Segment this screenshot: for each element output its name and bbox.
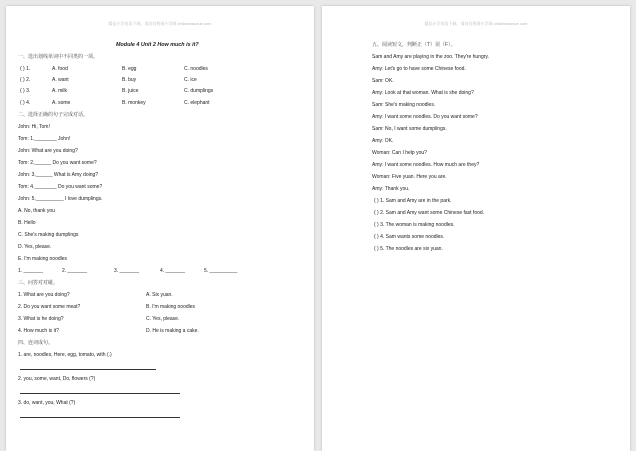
option-c: C. ice (184, 77, 197, 83)
question-number: ( ) 2. (20, 77, 31, 83)
section-heading: 五、阅读短文，判断正（T）误（F）。 (372, 42, 456, 48)
option-c: C. dumplings (184, 88, 214, 94)
question-number: ( ) 4. (20, 100, 31, 106)
passage-line: Amy: Let's go to have some Chinese food. (372, 66, 466, 72)
choice-option: B. Hello (18, 220, 36, 226)
answer-blank: 2. _______ (62, 268, 88, 274)
match-answer: A. Six yuan. (146, 292, 173, 298)
option-b: B. egg (122, 66, 137, 72)
judgment-item: ( ) 3. The woman is making noodles. (374, 222, 455, 228)
page-header: 精品小学英语下载，请访问智网小学网 zhilianxiaoxue.com (424, 21, 528, 26)
section-heading: 一、选出划线单词中不同类的一项。 (18, 54, 99, 60)
passage-line: Sam: OK. (372, 78, 394, 84)
match-answer: B. I'm making noodles (146, 304, 196, 310)
passage-line: Sam and Amy are playing in the zoo. They're hungry. (372, 54, 489, 60)
passage-line: Amy: I want some noodles. Do you want some? (372, 114, 478, 120)
reorder-question: 2. you, some, want, Do, flowers (?) (18, 376, 96, 382)
passage-line: Amy: OK. (372, 138, 394, 144)
option-a: A. want (52, 77, 69, 83)
worksheet-title: Module 4 Unit 2 How much is it? (116, 42, 199, 48)
option-b: B. juice (122, 88, 139, 94)
dialogue-line: Tom: 2.______ Do you want some? (18, 160, 97, 166)
match-answer: C. Yes, please. (146, 316, 180, 322)
document-page-left (6, 6, 314, 451)
reorder-question: 3. do, want, you, What (?) (18, 400, 76, 406)
passage-line: Woman: Five yuan. Here you are. (372, 174, 447, 180)
answer-line (20, 417, 180, 418)
match-question: 1. What are you doing? (18, 292, 70, 298)
passage-line: Amy: Look at that woman. What is she doing? (372, 90, 474, 96)
match-answer: D. He is making a cake. (146, 328, 199, 334)
option-a: A. food (52, 66, 68, 72)
page-header: 精品小学英语下载，请访问智网小学网 zhilianxiaoxue.com (108, 21, 212, 26)
match-question: 2. Do you want some meat? (18, 304, 81, 310)
option-a: A. some (52, 100, 71, 106)
option-c: C. elephant (184, 100, 210, 106)
passage-line: Sam: No, I want some dumplings. (372, 126, 447, 132)
dialogue-line: Tom: 4.________ Do you want some? (18, 184, 103, 190)
choice-option: E. I'm making noodles (18, 256, 68, 262)
match-question: 3. What is he doing? (18, 316, 64, 322)
question-number: ( ) 1. (20, 66, 31, 72)
passage-line: Woman: Can I help you? (372, 150, 427, 156)
question-number: ( ) 3. (20, 88, 31, 94)
judgment-item: ( ) 1. Sam and Amy are in the park. (374, 198, 452, 204)
answer-blank: 3. _______ (114, 268, 140, 274)
dialogue-line: John: 5.__________ I love dumplings. (18, 196, 103, 202)
passage-line: Sam: She's making noodles. (372, 102, 436, 108)
section-heading: 二、选择正确的句子完成对话。 (18, 112, 89, 118)
dialogue-line: John: 3.______ What is Amy doing? (18, 172, 99, 178)
answer-blank: 1. _______ (18, 268, 44, 274)
section-heading: 三、问答对对碰。 (18, 280, 59, 286)
answer-blank: 5. __________ (204, 268, 238, 274)
dialogue-line: John: Hi, Tom! (18, 124, 50, 130)
passage-line: Amy: Thank you. (372, 186, 410, 192)
answer-line (20, 369, 156, 370)
reorder-question: 1. are, noodles, Here, egg, tomato, with (.) (18, 352, 112, 358)
option-b: B. buy (122, 77, 137, 83)
judgment-item: ( ) 5. The noodles are six yuan. (374, 246, 443, 252)
dialogue-line: John: What are you doing? (18, 148, 78, 154)
option-c: C. noodles (184, 66, 208, 72)
section-heading: 四、连词成句。 (18, 340, 54, 346)
passage-line: Amy: I want some noodles. How much are they? (372, 162, 480, 168)
document-page-right (322, 6, 630, 451)
dialogue-line: Tom: 1.________ John! (18, 136, 71, 142)
choice-option: C. She's making dumplings (18, 232, 79, 238)
answer-line (20, 393, 180, 394)
choice-option: D. Yes, please. (18, 244, 52, 250)
option-a: A. milk (52, 88, 67, 94)
answer-blank: 4. _______ (160, 268, 186, 274)
judgment-item: ( ) 4. Sam wants some noodles. (374, 234, 445, 240)
judgment-item: ( ) 2. Sam and Amy want some Chinese fast food. (374, 210, 485, 216)
choice-option: A. No, thank you (18, 208, 55, 214)
match-question: 4. How much is it? (18, 328, 59, 334)
option-b: B. monkey (122, 100, 146, 106)
